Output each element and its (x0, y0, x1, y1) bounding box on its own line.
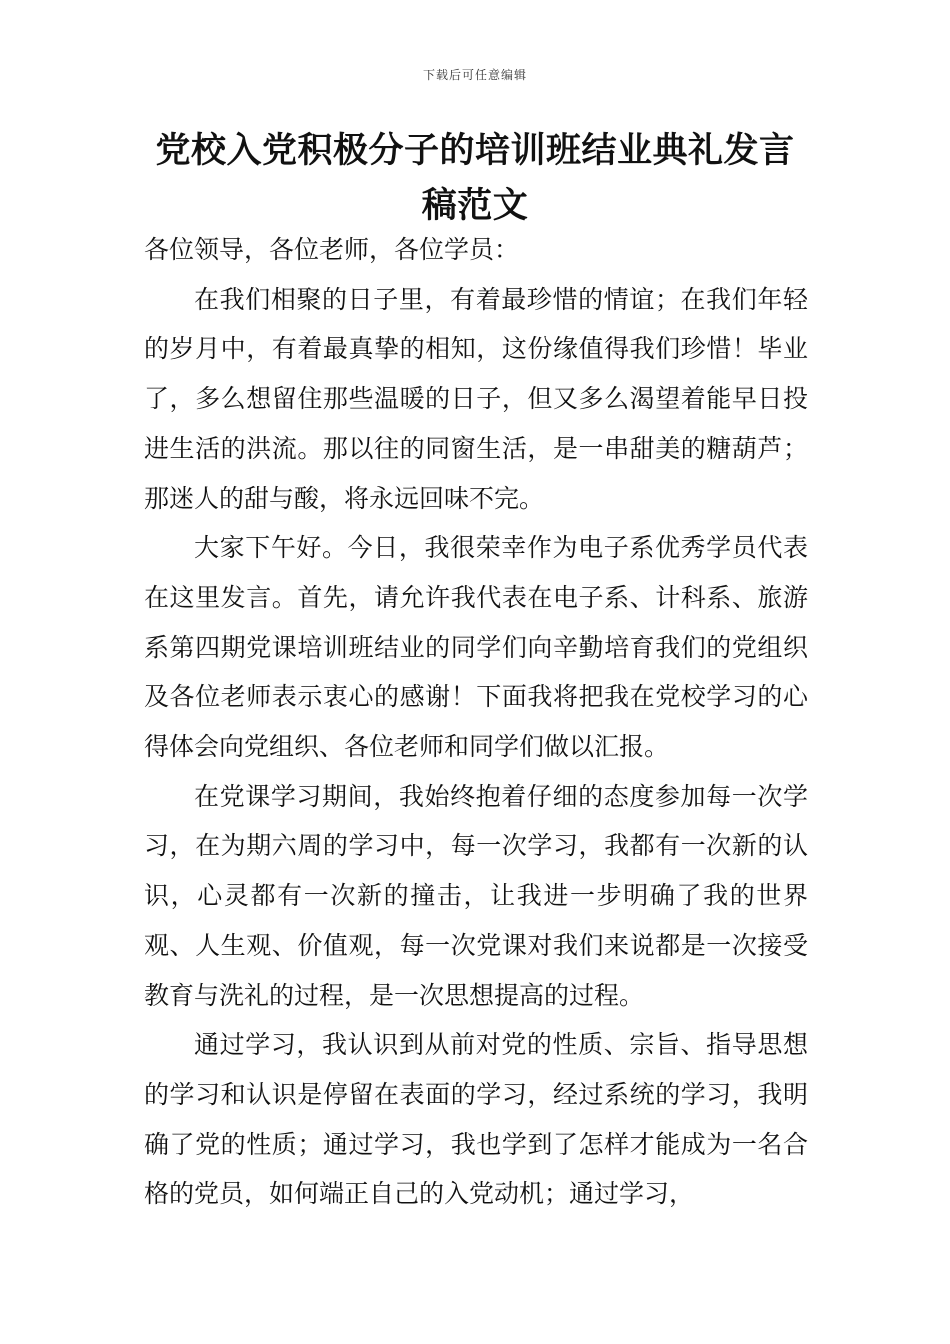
paragraph: 通过学习，我认识到从前对党的性质、宗旨、指导思想的学习和认识是停留在表面的学习，经过系统的学习，我明确了党的性质；通过学习，我也学到了怎样才能成为一名合格的党员，如何端正自己的入党动机；通过学习， (144, 1030, 808, 1209)
salutation: 各位领导，各位老师，各位学员： (144, 235, 520, 264)
header-note: 下载后可任意编辑 (422, 68, 527, 82)
paragraph: 大家下午好。今日，我很荣幸作为电子系优秀学员代表在这里发言。首先，请允许我代表在电子系、计科系、旅游系第四期党课培训班结业的同学们向辛勤培育我们的党组织及各位老师表示衷心的感谢！下面我将把我在党校学习的心得体会向党组织、各位老师和同学们做以汇报。 (144, 533, 808, 762)
paragraph: 在我们相聚的日子里，有着最珍惜的情谊；在我们年轻的岁月中，有着最真挚的相知，这份缘值得我们珍惜！毕业了，多么想留住那些温暖的日子，但又多么渴望着能早日投进生活的洪流。那以往的同窗生活，是一串甜美的糖葫芦；那迷人的甜与酸，将永远回味不完。 (144, 284, 808, 513)
document-title: 党校入党积极分子的培训班结业典礼发言稿范文 (155, 131, 795, 226)
document-body (144, 225, 808, 1219)
paragraph: 在党课学习期间，我始终抱着仔细的态度参加每一次学习，在为期六周的学习中，每一次学习，我都有一次新的认识，心灵都有一次新的撞击，让我进一步明确了我的世界观、人生观、价值观，每一次党课对我们来说都是一次接受教育与洗礼的过程，是一次思想提高的过程。 (144, 781, 808, 1010)
